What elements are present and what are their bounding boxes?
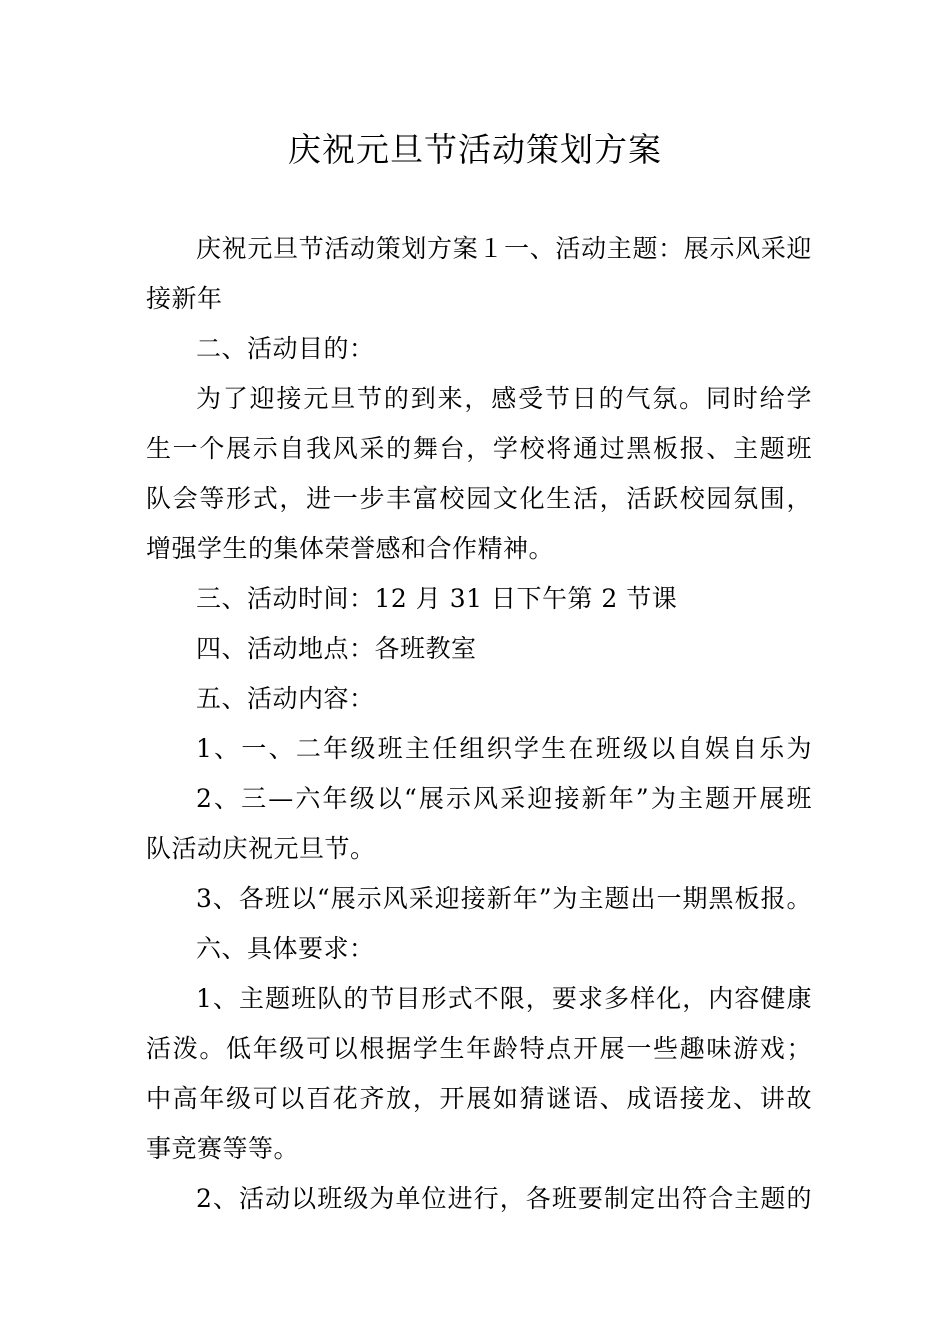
paragraph-line: 二、活动目的： [196,334,375,363]
paragraph-line: 1、主题班队的节目形式不限，要求多样化，内容健康 [196,984,812,1013]
paragraph-line: 四、活动地点：各班教室 [196,634,477,663]
paragraph-line: 1、一、二年级班主任组织学生在班级以自娱自乐为 [196,734,812,763]
paragraph-line: 庆祝元旦节活动策划方案１一、活动主题：展示风采迎 [196,234,812,263]
paragraph-line: 三、活动时间：12 月 31 日下午第 2 节课 [196,584,678,613]
document-body [146,224,812,1224]
paragraph-line: 六、具体要求： [196,934,375,963]
paragraph-line: 2、三—六年级以“展示风采迎接新年”为主题开展班 [196,784,812,813]
document-title: 庆祝元旦节活动策划方案 [288,130,662,169]
paragraph-line: 接新年 [146,284,223,313]
paragraph-line: 2、活动以班级为单位进行，各班要制定出符合主题的 [196,1184,812,1213]
paragraph-line: 活泼。低年级可以根据学生年龄特点开展一些趣味游戏； [146,1034,812,1063]
paragraph-line: 五、活动内容： [196,684,375,713]
paragraph-line: 生一个展示自我风采的舞台，学校将通过黑板报、主题班 [146,434,812,463]
paragraph-line: 增强学生的集体荣誉感和合作精神。 [146,534,555,563]
paragraph-line: 事竞赛等等。 [146,1134,300,1163]
paragraph-line: 为了迎接元旦节的到来，感受节日的气氛。同时给学 [196,384,812,413]
paragraph-line: 3、各班以“展示风采迎接新年”为主题出一期黑板报。 [196,884,812,913]
paragraph-line: 中高年级可以百花齐放，开展如猜谜语、成语接龙、讲故 [146,1084,812,1113]
paragraph-line: 队活动庆祝元旦节。 [146,834,376,863]
paragraph-line: 队会等形式，进一步丰富校园文化生活，活跃校园氛围， [146,484,812,513]
